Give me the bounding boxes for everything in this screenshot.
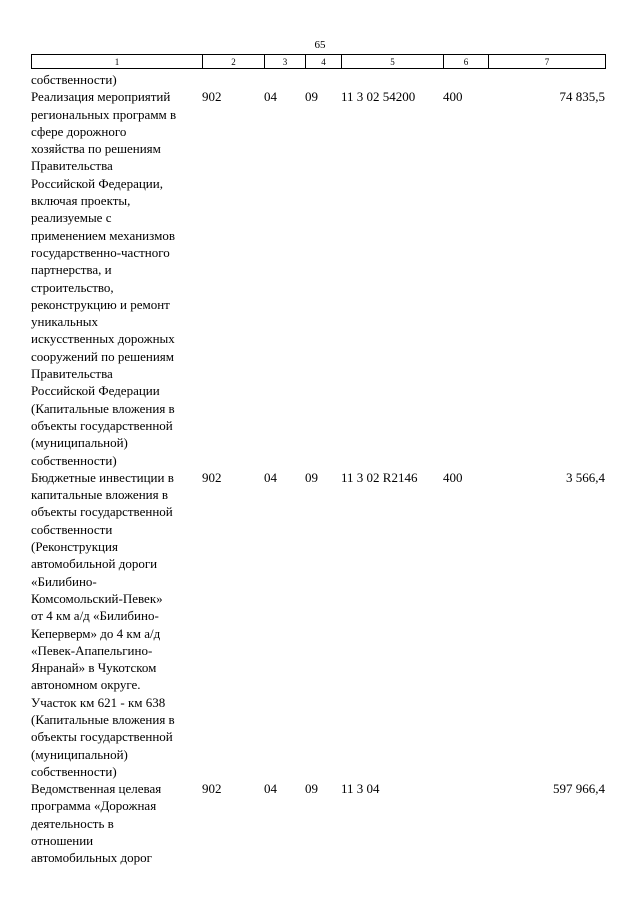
subsection-code: 09 — [305, 781, 318, 797]
table-row — [31, 71, 605, 88]
target-article-code: 11 3 04 — [341, 781, 380, 797]
row-description: Ведомственная целевая программа «Дорожная деятельность в отношении автомобильных дорог — [31, 781, 162, 866]
amount-value: 3 566,4 — [566, 469, 605, 485]
target-article-code: 11 3 02 54200 — [341, 89, 416, 105]
table-row — [31, 88, 605, 469]
column-number-header — [31, 54, 606, 69]
column-header-2: 2 — [203, 55, 265, 69]
table-row — [31, 469, 605, 780]
subsection-code: 09 — [305, 89, 318, 105]
amount-value: 74 835,5 — [559, 89, 605, 105]
amount-value: 597 966,4 — [553, 781, 605, 797]
column-header-5: 5 — [342, 55, 444, 69]
section-code: 04 — [264, 89, 277, 105]
column-header-6: 6 — [444, 55, 489, 69]
page-number: 65 — [314, 39, 326, 51]
budget-table-body — [31, 71, 605, 867]
column-header-1: 1 — [32, 55, 203, 69]
section-code: 04 — [264, 781, 277, 797]
row-description: Бюджетные инвестиции в капитальные вложения в объекты государственной собственности (Реконструкция автомобильной дороги «Билибино- Комсомольский-Певек» от 4 км а/д «Билибино- Кеперверм» до 4 км а/д «Певек-Апапельгино- Янранай» в Чукотском автономном округе. Участок км 621 - км 638 (Капитальные вложения в объекты государственной (муниципальной) собственности) — [31, 469, 175, 779]
expense-type-code: 400 — [443, 89, 463, 105]
target-article-code: 11 3 02 R2146 — [341, 469, 418, 485]
ministry-code: 902 — [202, 89, 222, 105]
expense-type-code: 400 — [443, 469, 463, 485]
column-header-4: 4 — [306, 55, 342, 69]
column-header-3: 3 — [265, 55, 306, 69]
subsection-code: 09 — [305, 469, 318, 485]
row-description: собственности) — [31, 72, 117, 87]
table-row — [31, 780, 605, 866]
ministry-code: 902 — [202, 781, 222, 797]
section-code: 04 — [264, 469, 277, 485]
ministry-code: 902 — [202, 469, 222, 485]
row-description: Реализация мероприятий региональных программ в сфере дорожного хозяйства по решениям Правительства Российской Федерации, включая проекты, реализуемые с применением механизмов государственно-частного партнерства, и строительство, реконструкцию и ремонт уникальных искусственных дорожных сооружений по решениям Правительства Российской Федерации (Капитальные вложения в объекты государственной (муниципальной) собственности) — [31, 89, 177, 468]
column-header-7: 7 — [489, 55, 606, 69]
